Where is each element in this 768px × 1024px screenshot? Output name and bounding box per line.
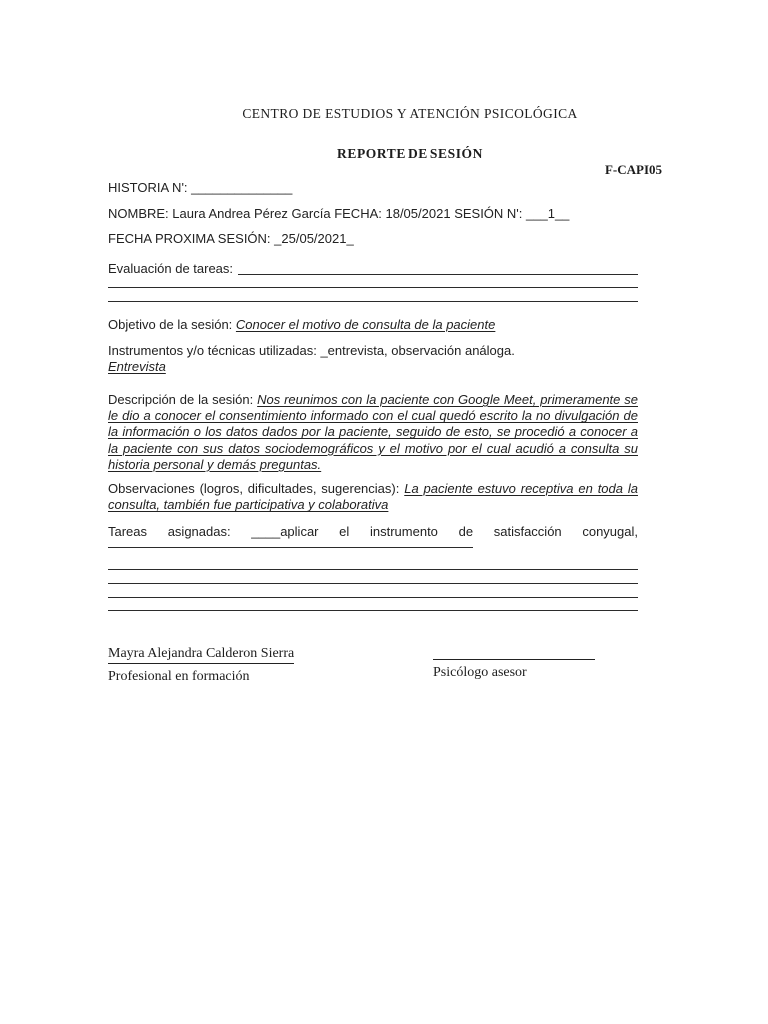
fecha-value: 18/05/2021: [385, 206, 451, 221]
nombre-value: Laura Andrea Pérez García: [172, 206, 331, 221]
ruled-line: [108, 583, 638, 584]
proxima-label: FECHA PROXIMA SESIÓN:: [108, 231, 271, 246]
instrumentos-label: Instrumentos y/o técnicas utilizadas:: [108, 343, 317, 358]
field-historia: [108, 180, 638, 196]
ruled-line: [108, 597, 638, 598]
signature-right: [433, 645, 595, 681]
observaciones-value: La paciente estuvo receptiva en toda la consulta, también fue participativa y colaborativa: [108, 481, 638, 513]
instrumentos-value-2: Entrevista: [108, 359, 166, 374]
proxima-value: _25/05/2021_: [274, 231, 354, 246]
field-evaluacion: [108, 261, 638, 277]
form-code: F-CAPI05: [604, 162, 662, 177]
objetivo-label: Objetivo de la sesión:: [108, 317, 233, 332]
signature-role-left: Profesional en formación: [108, 669, 250, 684]
document-header: [0, 106, 768, 162]
signature-role-right: Psicólogo asesor: [433, 665, 527, 680]
evaluacion-blank-line: [238, 261, 638, 275]
ruled-line: [108, 301, 638, 302]
field-proxima-sesion: [108, 231, 638, 247]
signature-name: Mayra Alejandra Calderon Sierra: [108, 645, 294, 664]
signature-line: [433, 645, 595, 660]
field-objetivo: [108, 317, 638, 333]
field-tareas: [108, 524, 638, 540]
ruled-line: [108, 287, 638, 288]
ruled-line: [108, 569, 638, 570]
objetivo-value: Conocer el motivo de consulta de la paciente: [235, 317, 496, 332]
report-title: REPORTE DE SESIÓN: [336, 146, 483, 161]
tareas-value: ____aplicar el instrumento de satisfacción conyugal,: [251, 524, 638, 539]
field-observaciones: [108, 481, 638, 513]
evaluacion-label: Evaluación de tareas:: [108, 261, 234, 276]
sesion-label: SESIÓN N':: [454, 206, 523, 221]
descripcion-value: Nos reunimos con la paciente con Google Meet, primeramente se le dio a conocer el consentimiento informado con el cual quedó escrito la no divulgación de la información o los datos dados por la paciente, seguido de esto, se procedió a conocer a la paciente con sus datos sociodemográficos y el motivo por el cual acudió a consulta su historia personal y demás preguntas.: [108, 392, 638, 472]
tareas-blank-line: [108, 547, 473, 548]
sesion-value: ___1__: [526, 206, 570, 221]
ruled-line: [108, 610, 638, 611]
historia-label: HISTORIA N':: [108, 180, 188, 195]
instrumentos-value: _entrevista, observación análoga.: [320, 343, 515, 358]
field-nombre-fecha-sesion: [108, 206, 638, 222]
historia-blank: ______________: [191, 180, 293, 195]
field-descripcion: [108, 392, 638, 473]
field-instrumentos: [108, 343, 638, 375]
signature-block: [108, 645, 638, 705]
signature-left: [108, 645, 294, 685]
fecha-label: FECHA:: [334, 206, 382, 221]
descripcion-label: Descripción de la sesión:: [108, 392, 254, 407]
tareas-label: Tareas asignadas:: [108, 524, 231, 539]
nombre-label: NOMBRE:: [108, 206, 169, 221]
instrumentos-line: [108, 343, 638, 359]
observaciones-label: Observaciones (logros, dificultades, sugerencias):: [108, 481, 400, 496]
institution-name: CENTRO DE ESTUDIOS Y ATENCIÓN PSICOLÓGICA: [242, 106, 578, 121]
